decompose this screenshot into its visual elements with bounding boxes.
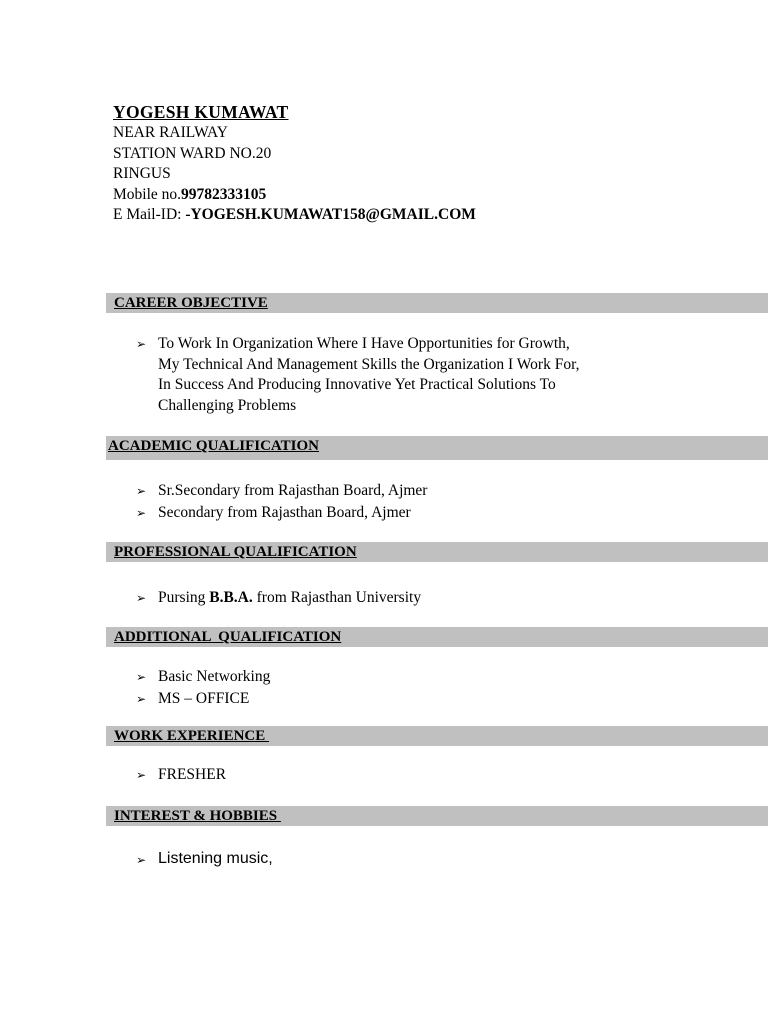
objective-line-3: In Success And Producing Innovative Yet Practical Solutions To: [158, 376, 556, 393]
email-line: [113, 205, 476, 226]
arrow-bullet-icon: ➢: [136, 692, 147, 706]
list-item: [136, 764, 226, 786]
address-line-1: NEAR RAILWAY: [113, 124, 228, 141]
mobile-line: [113, 185, 476, 206]
work-experience-list: [136, 764, 226, 786]
professional-item-suffix: from Rajasthan University: [252, 589, 422, 606]
arrow-bullet-icon: ➢: [136, 506, 147, 520]
objective-line-4: Challenging Problems: [158, 396, 297, 414]
list-item: [136, 480, 427, 502]
email-address: -YOGESH.KUMAWAT158@GMAIL.COM: [185, 206, 476, 223]
address-line-3: RINGUS: [113, 165, 171, 182]
section-bar-additional-qualification: [106, 627, 768, 647]
section-bar-academic-qualification: [106, 436, 768, 460]
mobile-number: 99782333105: [181, 185, 267, 203]
section-bar-career-objective: [106, 293, 768, 313]
email-label: E Mail-ID:: [113, 206, 186, 223]
address-line-2: STATION WARD NO.20: [113, 144, 272, 162]
additional-qualification-list: [136, 666, 270, 710]
candidate-name: YOGESH KUMAWAT: [113, 102, 289, 122]
additional-item-2: MS – OFFICE: [158, 690, 250, 707]
academic-qualification-list: [136, 480, 427, 524]
section-bar-work-experience: [106, 726, 768, 746]
arrow-bullet-icon: ➢: [136, 484, 147, 498]
academic-item-1: Sr.Secondary from Rajasthan Board, Ajmer: [158, 482, 428, 499]
section-title-academic-qualification: ACADEMIC QUALIFICATION: [108, 438, 319, 454]
section-title-professional-qualification: PROFESSIONAL QUALIFICATION: [114, 544, 357, 560]
section-title-work-experience: WORK EXPERIENCE: [114, 728, 270, 744]
professional-item-degree: B.B.A.: [209, 589, 253, 606]
career-objective-list: [136, 334, 580, 416]
academic-item-2: Secondary from Rajasthan Board, Ajmer: [158, 504, 411, 521]
section-title-interest-hobbies: INTEREST & HOBBIES: [114, 808, 281, 824]
section-title-career-objective: CAREER OBJECTIVE: [114, 295, 268, 311]
list-item: [136, 848, 273, 870]
list-item: [136, 688, 270, 710]
list-item: [136, 666, 270, 688]
list-item: [136, 502, 427, 524]
arrow-bullet-icon: ➢: [136, 768, 147, 782]
list-item: [136, 587, 421, 609]
hobby-item-1: Listening music,: [158, 850, 273, 867]
objective-line-2: My Technical And Management Skills the Organization I Work For,: [158, 355, 580, 373]
list-item: [136, 334, 580, 416]
arrow-bullet-icon: ➢: [136, 337, 147, 351]
arrow-bullet-icon: ➢: [136, 853, 147, 867]
section-bar-professional-qualification: [106, 542, 768, 562]
arrow-bullet-icon: ➢: [136, 670, 147, 684]
interest-hobbies-list: [136, 848, 273, 870]
work-item-1: FRESHER: [158, 766, 227, 783]
mobile-label: Mobile no.: [113, 185, 182, 203]
arrow-bullet-icon: ➢: [136, 591, 147, 605]
contact-block: [113, 101, 476, 226]
objective-line-1: To Work In Organization Where I Have Opportunities for Growth,: [158, 335, 570, 352]
section-bar-interest-hobbies: [106, 806, 768, 826]
professional-qualification-list: [136, 587, 421, 609]
additional-item-1: Basic Networking: [158, 668, 271, 685]
section-title-additional-qualification: ADDITIONAL QUALIFICATION: [114, 629, 342, 645]
professional-item-prefix: Pursing: [158, 589, 210, 606]
